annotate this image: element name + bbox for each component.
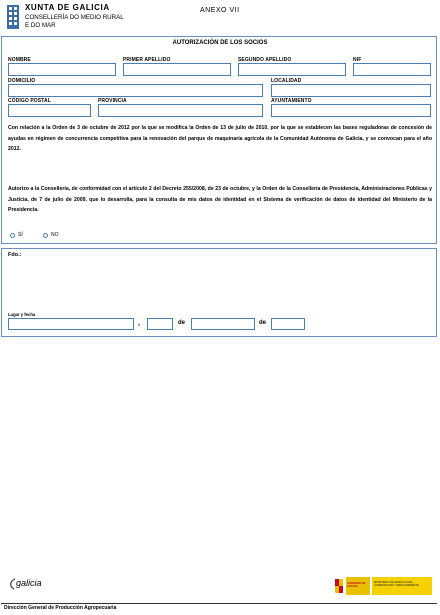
- label-ayuntamiento: AYUNTAMIENTO: [271, 98, 312, 104]
- month-input[interactable]: [191, 318, 255, 330]
- radio-si-label: SÍ: [18, 232, 23, 238]
- label-domicilio: DOMICILIO: [8, 78, 36, 84]
- org-line-2: E DO MAR: [25, 22, 56, 29]
- year-input[interactable]: [271, 318, 305, 330]
- primer-apellido-input[interactable]: [123, 63, 231, 76]
- annex-label: ANEXO VII: [200, 7, 240, 14]
- place-input[interactable]: [8, 318, 134, 330]
- xunta-logo: [6, 3, 126, 31]
- spain-ministry-logo: [334, 577, 432, 595]
- ayuntamiento-input[interactable]: [271, 104, 431, 117]
- label-provincia: PROVINCIA: [98, 98, 127, 104]
- label-localidad: LOCALIDAD: [271, 78, 302, 84]
- day-input[interactable]: [147, 318, 173, 330]
- label-primer-apellido: PRIMER APELLIDO: [123, 57, 171, 63]
- de-label-2: de: [259, 320, 267, 326]
- nif-input[interactable]: [353, 63, 431, 76]
- directorate-label: Dirección General de Producción Agropecuaria: [4, 605, 117, 611]
- xunta-shield-icon: [6, 4, 20, 30]
- radio-no-label: NO: [51, 232, 59, 238]
- galicia-swoosh-icon: [8, 578, 16, 590]
- de-label-1: de: [178, 320, 186, 326]
- gobierno-text: GOBIERNO DE ESPAÑA: [347, 582, 366, 588]
- label-nif: NIF: [353, 57, 362, 63]
- galicia-logo-text: galicia: [16, 578, 42, 588]
- section-title: AUTORIZACIÓN DE LOS SOCIOS: [172, 40, 268, 46]
- org-line-1: CONSELLERÍA DO MEDIO RURAL: [25, 14, 124, 21]
- paragraph-convocatoria: Con relación a la Orden de 3 de octubre de 2012 por la que se modifica la Orden de 13 de julio de 2010, por la que se establecen las bases reguladoras de concesión de ayudas en régimen de concurrencia competitiva para la renovación del parque de maquinaria agrícola de la Comunidad Autónoma de Galicia, y se convocan para el año 2012.: [8, 125, 432, 152]
- localidad-input[interactable]: [271, 84, 431, 97]
- radio-no[interactable]: [43, 233, 48, 238]
- place-date-label: Lugar y fecha: [8, 312, 36, 317]
- paragraph-autorizacion: Autorizo a la Consellería, de conformidad con el artículo 2 del Decreto 255/2008, de 23 de octubre, y la Orden de la Consellería de Presidencia, Administraciones Públicas y Justicia, de 7 de julio de 2009, que lo desarrolla, para la consulta de mis datos de identidad en el Sistema de verificación de datos de identidad del Ministerio de la Presidencia.: [8, 186, 432, 213]
- label-codigo-postal: CÓDIGO POSTAL: [8, 98, 51, 104]
- logo-title: XUNTA DE GALICIA: [25, 3, 110, 12]
- domicilio-input[interactable]: [8, 84, 263, 97]
- radio-si[interactable]: [10, 233, 15, 238]
- nombre-input[interactable]: [8, 63, 116, 76]
- label-segundo-apellido: SEGUNDO APELLIDO: [238, 57, 292, 63]
- segundo-apellido-input[interactable]: [238, 63, 346, 76]
- ministerio-text: MINISTERIO DE AGRICULTURA, ALIMENTACIÓN Y MEDIO AMBIENTE: [374, 581, 419, 588]
- label-nombre: NOMBRE: [8, 57, 31, 63]
- provincia-input[interactable]: [98, 104, 263, 117]
- footer-divider: [1, 603, 437, 604]
- codigo-postal-input[interactable]: [8, 104, 91, 117]
- comma-separator: ,: [138, 320, 140, 327]
- coat-of-arms-icon: [334, 578, 344, 594]
- fdo-label: Fdo.:: [8, 252, 22, 258]
